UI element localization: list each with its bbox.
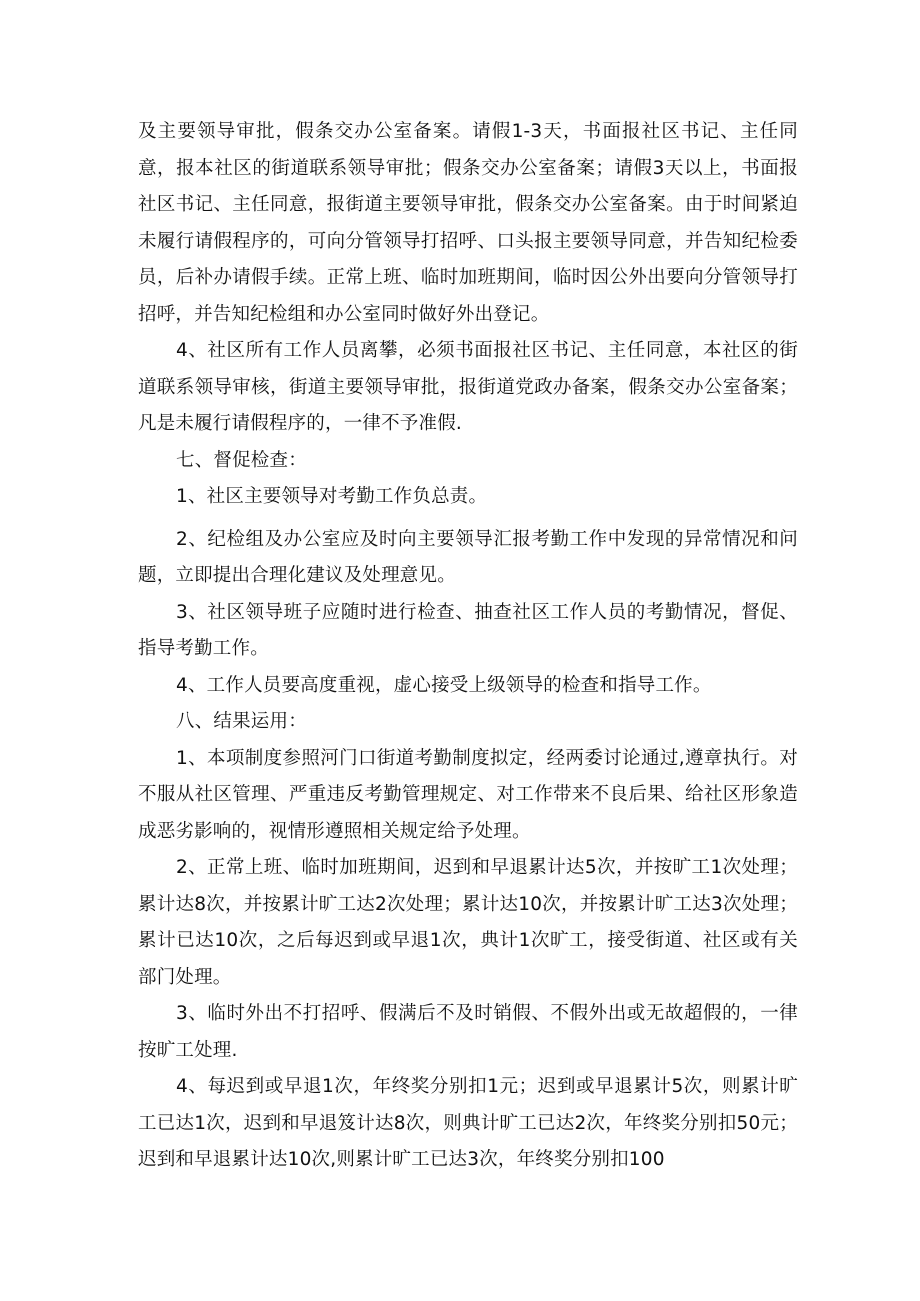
paragraph-supervision-1: 1、社区主要领导对考勤工作负总责。: [176, 486, 488, 507]
document-body: [138, 114, 798, 1179]
paragraph-supervision-3: 3、社区领导班子应随时进行检查、抽查社区工作人员的考勤情况，督促、指导考勤工作。: [138, 601, 798, 659]
section-heading-results: 八、结果运用：: [176, 711, 307, 732]
paragraph-supervision-4: 4、工作人员要高度重视，虚心接受上级领导的检查和指导工作。: [176, 674, 712, 696]
paragraph-resignation: 4、社区所有工作人员离攀，必须书面报社区书记、主任同意，本社区的街道联系领导审核，街道主要领导审批，报街道党政办备案，假条交办公室备案；凡是未履行请假程序的，一律不予准假.: [138, 340, 798, 434]
section-heading-supervision: 七、督促检查：: [176, 449, 307, 471]
paragraph-results-3: 3、临时外出不打招呼、假满后不及时销假、不假外出或无故超假的，一律按旷工处理.: [138, 1003, 798, 1061]
paragraph-leave-approval: 及主要领导审批，假条交办公室备案。请假1-3天，书面报社区书记、主任同意，报本社区的街道联系领导审批；假条交办公室备案；请假3天以上，书面报社区书记、主任同意，报街道主要领导审批，假条交办公室备案。由于时间紧迫未履行请假程序的，可向分管领导打招呼、口头报主要领导同意，并告知纪检委员，后补办请假手续。正常上班、临时加班期间，临时因公外出要向分管领导打招呼，并告知纪检组和办公室同时做好外出登记。: [138, 121, 798, 325]
paragraph-results-2: 2、正常上班、临时加班期间，迟到和早退累计达5次，并按旷工1次处理；累计达8次，并按累计旷工达2次处理；累计达10次，并按累计旷工达3次处理；累计已达10次，之后每迟到或早退1次，典计1次旷工，接受街道、社区或有关部门处理。: [138, 857, 798, 988]
paragraph-results-1: 1、本项制度参照河门口街道考勤制度拟定，经两委讨论通过,遵章执行。对不服从社区管理、严重违反考勤管理规定、对工作带来不良后果、给社区形象造成恶劣影响的，视情形遵照相关规定给予处理。: [138, 747, 798, 842]
paragraph-results-4: 4、每迟到或早退1次，年终奖分别扣1元；迟到或早退累计5次，则累计旷工已达1次，迟到和早退笈计达8次，则典计旷工已达2次，年终奖分别扣50元；迟到和早退累计达10次,则累计旷工已达3次，年终奖分别扣100: [138, 1076, 798, 1170]
paragraph-supervision-2: 2、纪检组及办公室应及时向主要领导汇报考勤工作中发现的异常情况和问题，立即提出合理化建议及处理意见。: [138, 528, 798, 586]
